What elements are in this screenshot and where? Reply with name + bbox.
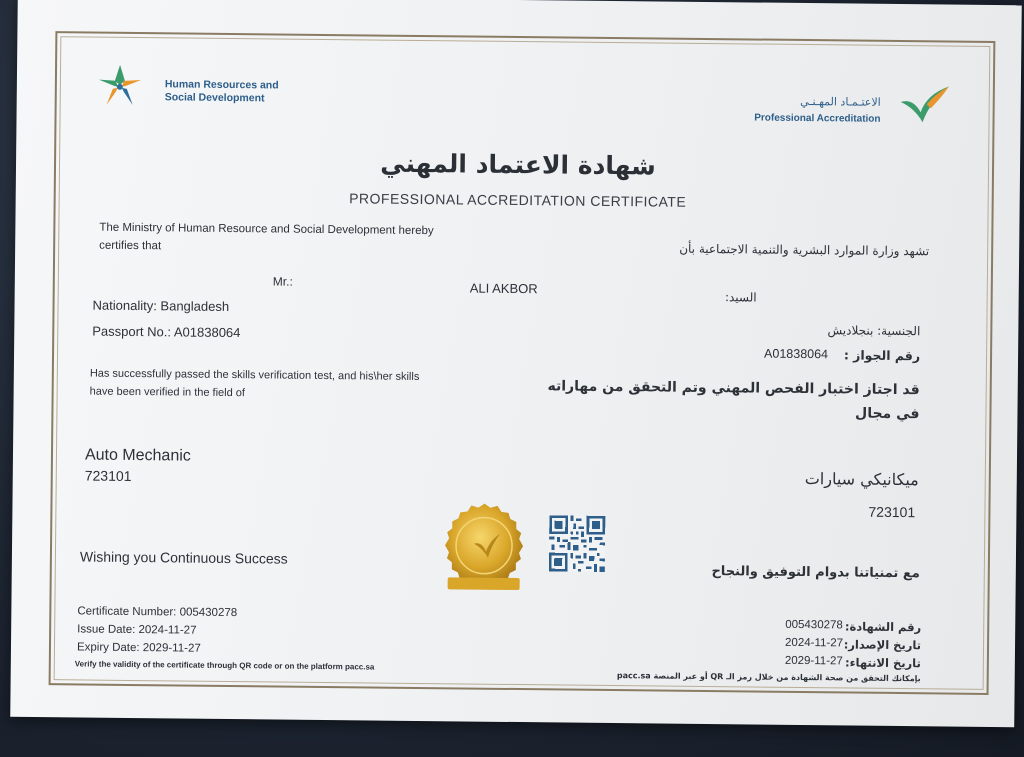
expiry-date-arabic-label: تاريخ الانتهاء: [845,655,921,671]
mr-label-arabic: السيد: [724,290,757,305]
profession-code-arabic: 723101 [868,503,916,521]
issue-date-arabic-value: 2024-11-27 [785,636,844,650]
title-english: PROFESSIONAL ACCREDITATION CERTIFICATE [349,190,687,210]
profession-english: Auto Mechanic [84,446,191,465]
passport-arabic-value: A01838064 [764,346,829,362]
pa-logo-english: Professional Accreditation [754,112,881,125]
mr-label: Mr.: [272,274,293,289]
hrsd-logo-line2: Social Development [164,91,265,105]
profession-code-english: 723101 [84,467,132,484]
certificate-number-arabic-label: رقم الشهادة: [844,619,922,635]
qr-code-icon[interactable] [549,514,606,573]
certificate-number-english: Certificate Number: 005430278 [77,605,238,620]
nationality-english: Nationality: Bangladesh [92,297,230,314]
wishes-english: Wishing you Continuous Success [79,548,288,567]
expiry-date-english: Expiry Date: 2029-11-27 [76,641,201,655]
holder-name: ALI AKBOR [469,280,538,297]
verify-note-arabic: بإمكانك التحقق من صحة الشهادة من خلال رمز الـ QR أو عبر المنصة pacc.sa [616,671,921,684]
passport-english: Passport No.: A01838064 [92,323,241,341]
intro-english-line2: certifies that [99,239,162,253]
wishes-arabic: مع تمنياتنا بدوام التوفيق والنجاح [711,564,920,582]
verify-note-english: Verify the validity of the certificate through QR code or on the platform pacc.sa [74,659,375,672]
issue-date-english: Issue Date: 2024-11-27 [77,623,197,637]
accreditation-logo-icon [896,82,952,127]
intro-arabic: تشهد وزارة الموارد البشرية والتنمية الاجتماعية بأن [679,241,930,259]
pa-logo-arabic: الاعتـمـاد المهـنـي [800,94,881,109]
title-arabic: شهادة الاعتماد المهني [380,148,657,181]
certificate-paper [10,0,1022,727]
certificate-number-arabic-value: 005430278 [785,618,843,632]
intro-english-line1: The Ministry of Human Resource and Social Development hereby [99,221,434,238]
hrsd-logo-icon [95,62,146,113]
gold-seal-icon [434,501,535,598]
nationality-arabic: الجنسية: بنجلاديش [827,323,921,339]
profession-arabic: ميكانيكي سيارات [804,469,919,490]
issue-date-arabic-label: تاريخ الإصدار: [843,637,922,653]
statement-arabic-line1: قد اجتاز اختبار الفحص المهني وتم التحقق من مهاراته [547,378,920,399]
statement-english-line1: Has successfully passed the skills verification test, and his\her skills [89,367,420,383]
statement-arabic-line2: في مجال [855,405,920,423]
statement-english-line2: have been verified in the field of [89,385,246,400]
expiry-date-arabic-value: 2029-11-27 [784,654,843,668]
hrsd-logo-line1: Human Resources and [164,78,279,92]
passport-arabic-label: رقم الجواز : [843,347,921,364]
